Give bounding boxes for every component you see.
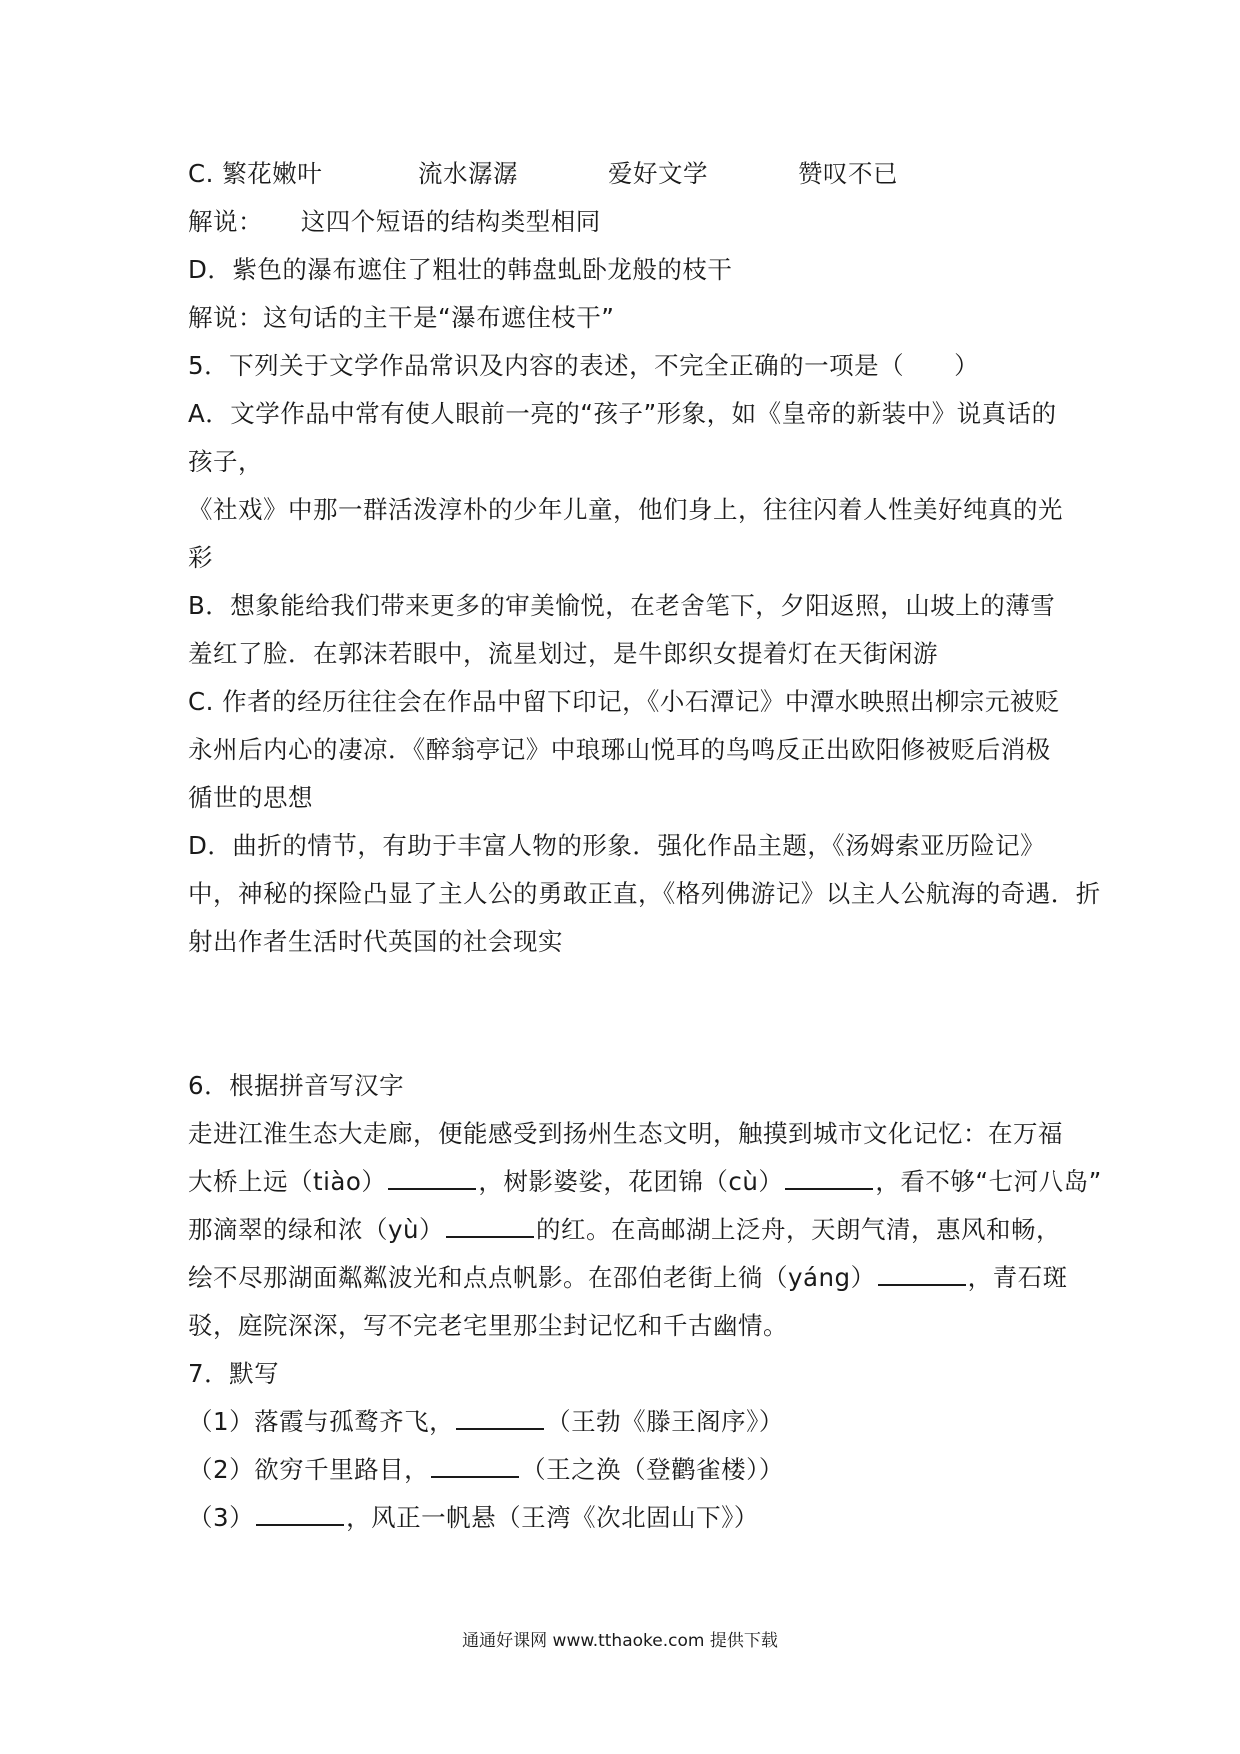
page-footer: 通通好课网 www.tthaoke.com 提供下载 [462, 1631, 778, 1651]
q7-title: 7．默写 [188, 1359, 280, 1388]
answer-blank[interactable] [388, 1164, 476, 1190]
section-spacer [188, 966, 1068, 1062]
q5-option-b-line: B．想象能给我们带来更多的审美愉悦，在老舍笔下，夕阳返照，山坡上的薄雪 [188, 591, 1056, 620]
q6-text-line: 走进江淮生态大走廊，便能感受到扬州生态文明，触摸到城市文化记忆：在万福 [188, 1119, 1063, 1148]
document-page [188, 150, 1102, 1542]
q7-text: ，风正一帆悬（王湾《次北固山下》） [346, 1503, 759, 1532]
q5-option-c-line: 永州后内心的凄凉．《醉翁亭记》中琅琊山悦耳的鸟鸣反正出欧阳修被贬后消极 [188, 735, 1051, 764]
q6-text: 大桥上远（tiào） [188, 1167, 387, 1196]
q5-option-a-line: 彩 [188, 543, 213, 572]
q6-title: 6．根据拼音写汉字 [188, 1071, 405, 1100]
q4-option-c-item: 繁花嫩叶 [222, 159, 323, 188]
q6-text: 的红。在高邮湖上泛舟，天朗气清，惠风和畅， [536, 1215, 1062, 1244]
q6-text-line [188, 1206, 1068, 1254]
q7-item [188, 1494, 1068, 1542]
q7-text: （王勃《滕王阁序》） [546, 1407, 784, 1436]
answer-blank[interactable] [878, 1260, 966, 1286]
q7-item [188, 1398, 1068, 1446]
answer-blank[interactable] [785, 1164, 873, 1190]
q6-text: 那滴翠的绿和浓（yù） [188, 1215, 445, 1244]
q5-option-d-line: D．曲折的情节，有助于丰富人物的形象．强化作品主题，《汤姆索亚历险记》 [188, 831, 1046, 860]
q6-text-line: 驳，庭院深深，写不完老宅里那尘封记忆和千古幽情。 [188, 1311, 788, 1340]
q5-option-a-line: A．文学作品中常有使人眼前一亮的“孩子”形象，如《皇帝的新装中》说真话的 [188, 399, 1057, 428]
q4-option-c-item: 爱好文学 [608, 159, 708, 188]
q6-text-line [188, 1158, 1102, 1206]
answer-blank[interactable] [256, 1500, 344, 1526]
q4-option-c [188, 150, 1068, 198]
q5-option-a-line: 孩子， [188, 447, 263, 476]
q5-option-b-line: 羞红了脸．在郭沫若眼中，流星划过，是牛郎织女提着灯在天街闲游 [188, 639, 938, 668]
q6-text: ，看不够“七河八岛” [875, 1167, 1102, 1196]
q5-option-c-line: 循世的思想 [188, 783, 313, 812]
q4-option-c-item: 流水潺潺 [418, 159, 518, 188]
q7-item [188, 1446, 1068, 1494]
q5-stem: 5．下列关于文学作品常识及内容的表述，不完全正确的一项是（ ） [188, 351, 980, 380]
q6-text: ，青石斑 [967, 1263, 1068, 1292]
answer-blank[interactable] [431, 1452, 519, 1478]
q7-text: （王之涣（登鹳雀楼）） [521, 1455, 784, 1484]
q5-option-a-line: 《社戏》中那一群活泼淳朴的少年儿童，他们身上，往往闪着人性美好纯真的光 [188, 495, 1063, 524]
q5-option-d-line: 射出作者生活时代英国的社会现实 [188, 927, 563, 956]
q7-text: （1）落霞与孤鹜齐飞， [188, 1407, 455, 1436]
q6-text: ，树影婆娑，花团锦（cù） [478, 1167, 784, 1196]
q7-text: （3） [188, 1503, 255, 1532]
q6-text: 绘不尽那湖面粼粼波光和点点帆影。在邵伯老街上徜（yáng） [188, 1263, 876, 1292]
q4-option-d-explain: 解说：这句话的主干是“瀑布遮住枝干” [188, 303, 615, 332]
q7-text: （2）欲穷千里路目， [188, 1455, 430, 1484]
q4-option-c-explain: 解说： 这四个短语的结构类型相同 [188, 207, 601, 236]
answer-blank[interactable] [446, 1212, 534, 1238]
q4-option-c-label: C. [188, 159, 214, 188]
q5-option-d-line: 中，神秘的探险凸显了主人公的勇敢正直，《格列佛游记》以主人公航海的奇遇．折 [188, 879, 1101, 908]
q4-option-c-item: 赞叹不已 [798, 159, 898, 188]
q4-option-d: D．紫色的瀑布遮住了粗壮的韩盘虬卧龙般的枝干 [188, 255, 733, 284]
q6-text-line [188, 1254, 1068, 1302]
q5-option-c-line: C. 作者的经历往往会在作品中留下印记，《小石潭记》中潭水映照出柳宗元被贬 [188, 687, 1060, 716]
answer-blank[interactable] [456, 1404, 544, 1430]
